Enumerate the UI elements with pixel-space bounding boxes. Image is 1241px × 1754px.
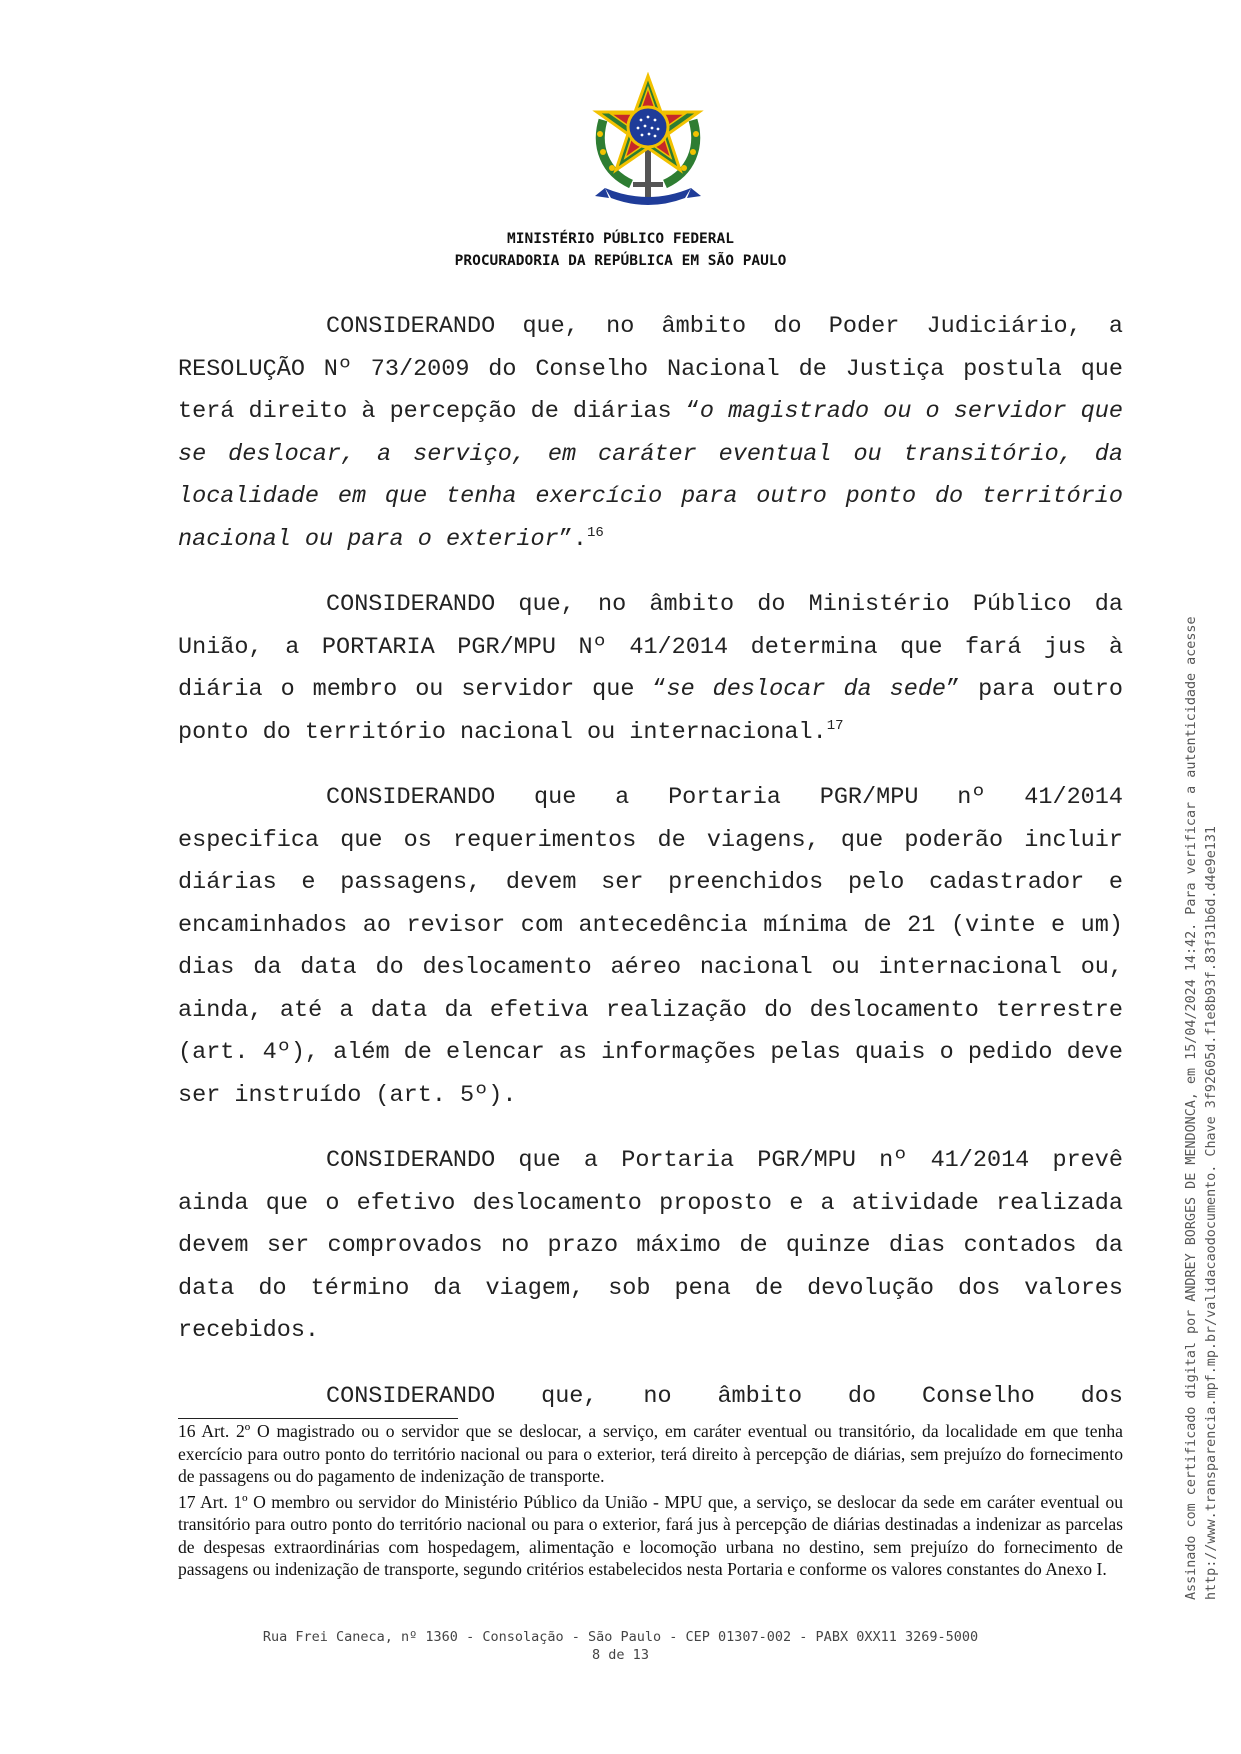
footer-address: Rua Frei Caneca, nº 1360 - Consolação - São Paulo - CEP 01307-002 - PABX 0XX11 3269-5000 [262, 1629, 979, 1645]
coat-of-arms-icon [585, 72, 711, 210]
footnotes [178, 1420, 1123, 1584]
paragraph-comprovacao: CONSIDERANDO que a Portaria PGR/MPU nº 41/2014 prevê ainda que o efetivo deslocamento proposto e a atividade realizada devem ser comprovados no prazo máximo de quinze dias contados da data do término da viagem, sob pena de devolução dos valores recebidos. [178, 1147, 1123, 1344]
paragraph-text: ” para outro ponto do território nacional ou internacional. [178, 676, 1123, 746]
header-procuradoria: PROCURADORIA DA REPÚBLICA EM SÃO PAULO [454, 253, 787, 269]
signature-line: Assinado com certificado digital por ANDREY BORGES DE MENDONCA, em 15/04/2024 14:42. Para verificar a autenticidade acesse [1184, 616, 1199, 1600]
paragraph-requerimentos: CONSIDERANDO que a Portaria PGR/MPU nº 41/2014 especifica que os requerimentos de viagens, que poderão incluir diárias e passagens, devem ser preenchidos pelo cadastrador e encaminhados ao revisor com antecedência mínima de 21 (vinte e um) dias da data do deslocamento aéreo nacional ou internacional ou, ainda, até a data da efetiva realização do deslocamento terrestre (art. 4º), além de elencar as informações pelas quais o pedido deve ser instruído (art. 5º). [178, 784, 1123, 1109]
footnote-17: 17 Art. 1º O membro ou servidor do Ministério Público da União - MPU que, a serviço, se deslocar da sede em caráter eventual ou transitório para outro ponto do território nacional ou para o exterior, fará jus à percepção de diárias destinadas a indenizar as parcelas de despesas extraordinárias com hospedagem, alimentação e locomoção urbana no destino, sem prejuízo do fornecimento de passagens ou indenização de transporte, segundo critérios estabelecidos nesta Portaria e conforme os valores constantes do Anexo I. [178, 1491, 1123, 1579]
paragraph-text: CONSIDERANDO que, no âmbito do Ministério Público da União, a PORTARIA PGR/MPU Nº 41/2014 determina que fará jus à diária o membro ou servidor que “ [178, 591, 1123, 703]
digital-signature-note [1182, 360, 1222, 1600]
paragraph-text: ”. [558, 525, 587, 553]
footnote-divider [178, 1418, 458, 1419]
document-body [178, 306, 1123, 1441]
quoted-text: o magistrado ou o servidor que se deslocar, a serviço, em caráter eventual ou transitório, da localidade em que tenha exercício para outro ponto do território nacional ou para o exterior [178, 398, 1123, 553]
quoted-text: se deslocar da sede [666, 676, 947, 703]
footnote-ref-16: 16 [586, 524, 604, 541]
validation-url[interactable]: http://www.transparencia.mpf.mp.br/validacaodocumento. Chave 3f92605d.f1e8b93f.83f31b6d.d4e9e131 [1204, 826, 1219, 1600]
page-number: 8 de 13 [592, 1647, 649, 1663]
header-ministry: MINISTÉRIO PÚBLICO FEDERAL [507, 231, 734, 247]
footnote-ref-17: 17 [826, 717, 844, 734]
paragraph-portaria-pgr [178, 584, 1123, 754]
paragraph-resolucao-cnj [178, 306, 1123, 561]
footnote-16: 16 Art. 2º O magistrado ou o servidor que se deslocar, a serviço, em caráter eventual ou transitório, da localidade em que tenha exercício para outro ponto do território nacional ou para o exterior, terá direito à percepção de diárias, sem prejuízo do fornecimento de passagens ou do pagamento de indenização de transporte. [178, 1421, 1123, 1486]
paragraph-conselho: CONSIDERANDO que, no âmbito do Conselho dos [326, 1382, 1123, 1410]
paragraph-text: CONSIDERANDO que, no âmbito do Poder Judiciário, a RESOLUÇÃO Nº 73/2009 do Conselho Nacional de Justiça postula que terá direito à percepção de diárias “ [178, 313, 1123, 425]
